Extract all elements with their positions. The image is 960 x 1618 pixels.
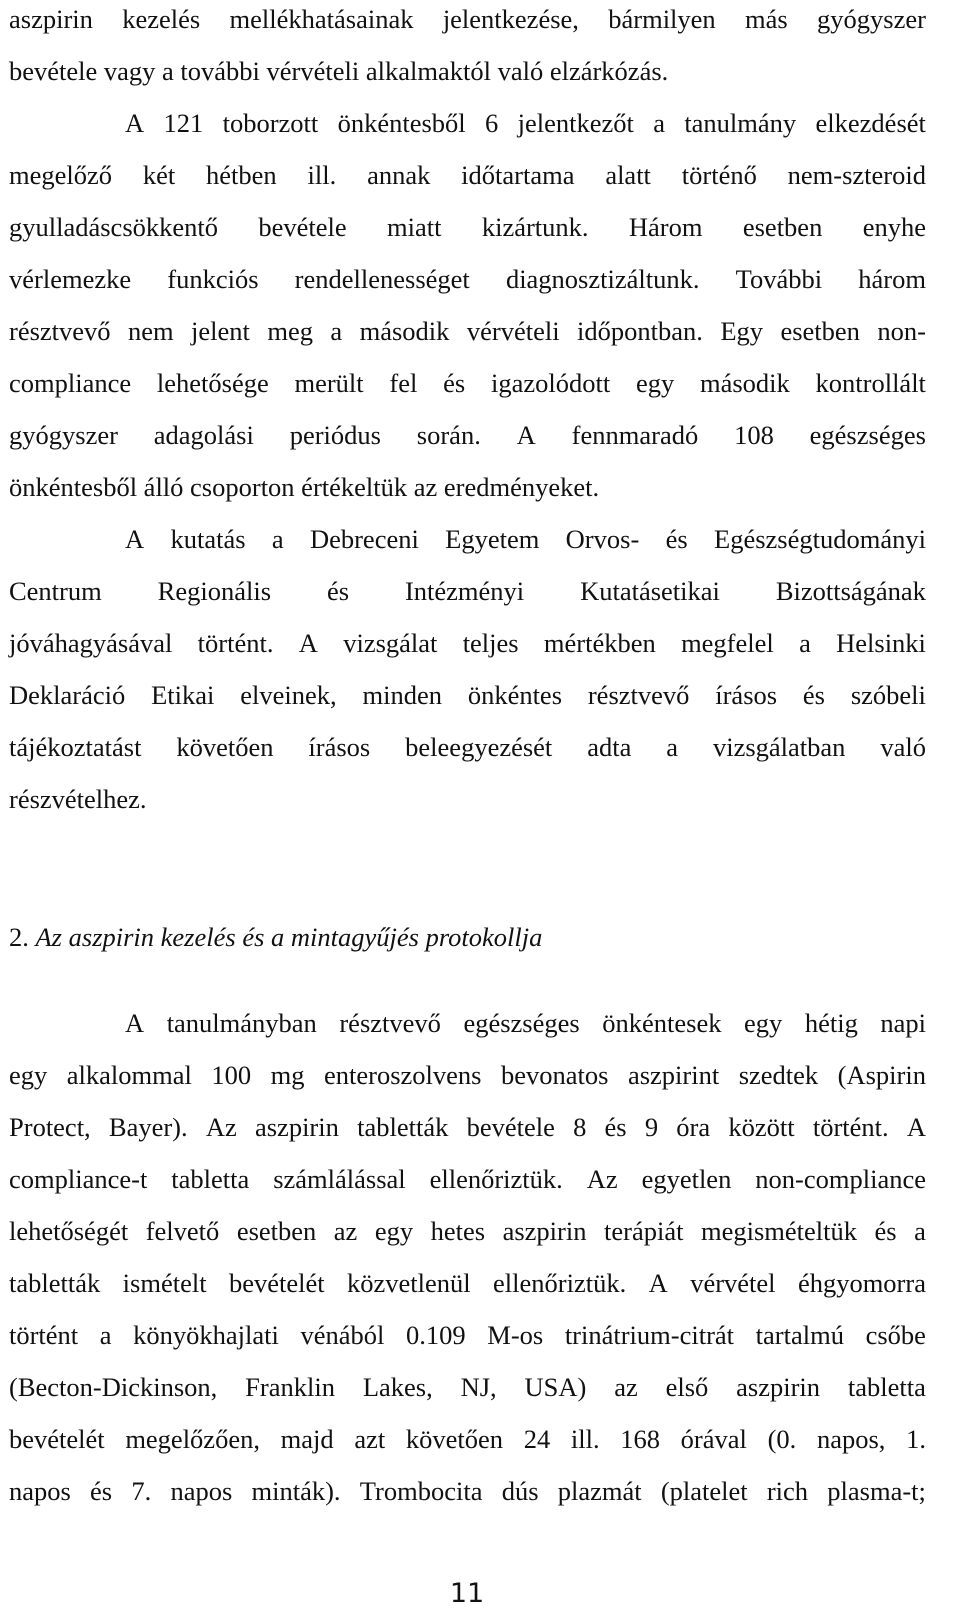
word: periódus [289, 420, 381, 450]
word: A [125, 108, 145, 138]
word: egy [744, 1008, 783, 1038]
word: Deklaráció [9, 680, 126, 710]
word: között [728, 1112, 795, 1142]
word: a [330, 316, 343, 346]
word: minden [362, 680, 442, 710]
word: (0. [767, 1424, 797, 1454]
word: beleegyezését [405, 732, 553, 762]
word: kezelés [122, 4, 201, 34]
word: trinátrium-citrát [564, 1320, 735, 1350]
word: ellenőriztük. [493, 1268, 627, 1298]
word: A [298, 628, 318, 658]
text-line [9, 1205, 926, 1257]
word: megelőzően, [125, 1424, 260, 1454]
word: vérvétel [690, 1268, 776, 1298]
word: 8 [573, 1112, 587, 1142]
word: minták). [251, 1476, 341, 1506]
word: esetben [780, 316, 860, 346]
word: non-compliance [755, 1164, 926, 1194]
word: tabletták [357, 1112, 449, 1142]
word: bevonatos [500, 1060, 609, 1090]
word: a [271, 524, 284, 554]
word: (Aspirin [837, 1060, 926, 1090]
word: plasma-t; [827, 1476, 926, 1506]
word: M-os [487, 1320, 544, 1350]
text-line [9, 669, 926, 721]
word: hétben [206, 160, 277, 190]
word: könyökhajlati [133, 1320, 279, 1350]
word: A [648, 1268, 668, 1298]
word: Debreceni [309, 524, 419, 554]
word: a [666, 732, 679, 762]
word: 9 [644, 1112, 659, 1142]
word: a [914, 1216, 926, 1246]
text-line [9, 1361, 926, 1413]
word: kontrollált [815, 368, 926, 398]
word: más [745, 4, 788, 34]
word: bevételét [9, 1424, 105, 1454]
word: ismételt [122, 1268, 207, 1298]
word: időpontban. [577, 316, 703, 346]
word: ill. [307, 160, 337, 190]
word: óra [676, 1112, 711, 1142]
word: vizsgálatban [712, 732, 846, 762]
word: történt [9, 1320, 79, 1350]
word: non- [877, 316, 926, 346]
word: bevétele [258, 212, 347, 242]
word: egy [635, 368, 675, 398]
text-line [9, 1049, 926, 1101]
word: teljes [462, 628, 519, 658]
word: szóbeli [850, 680, 926, 710]
word: 7. [131, 1476, 152, 1506]
word: aszpirin [736, 1372, 821, 1402]
word: történő [681, 160, 757, 190]
word: órával [680, 1424, 747, 1454]
word: 168 [620, 1424, 660, 1454]
word: adagolási [153, 420, 254, 450]
word: kizártunk. [481, 212, 589, 242]
word: Intézményi [404, 576, 525, 606]
word: bevétele vagy a további vérvételi alkalmaktól való elzárkózás. [9, 56, 669, 86]
word: időtartama [461, 160, 575, 190]
word: aszpirint [627, 1060, 720, 1090]
word: Centrum [9, 576, 102, 606]
text-line [9, 253, 926, 305]
word: résztvevő [339, 1008, 441, 1038]
word: egészséges [809, 420, 926, 450]
word: compliance-t [9, 1164, 148, 1194]
word: bármilyen [608, 4, 716, 34]
text-line [9, 97, 926, 149]
text-line [9, 513, 926, 565]
word: önkéntesek [602, 1008, 722, 1038]
word: aszpirin [502, 1216, 587, 1246]
word: gyógyszer [817, 4, 926, 34]
word: Egyetem [445, 524, 540, 554]
word: adta [587, 732, 632, 762]
word: és [443, 368, 466, 398]
word: a [99, 1320, 112, 1350]
word: tanulmányban [166, 1008, 317, 1038]
word: aszpirin [254, 1112, 339, 1142]
word: jelentkezése, [442, 4, 579, 34]
text-line [9, 1309, 926, 1361]
word: 24 [523, 1424, 551, 1454]
word: Regionális [157, 576, 272, 606]
word: megfelel [681, 628, 774, 658]
word: dús [501, 1476, 539, 1506]
word: terápiát [604, 1216, 684, 1246]
word: A [906, 1112, 926, 1142]
word: felvető [145, 1216, 220, 1246]
word: Három [628, 212, 703, 242]
word: A [516, 420, 536, 450]
blank-line [9, 825, 926, 877]
word: az [333, 1216, 358, 1246]
word: egy [374, 1216, 414, 1246]
word: jóváhagyásával [9, 628, 173, 658]
word: majd [280, 1424, 334, 1454]
text-line [9, 305, 926, 357]
word: azt [354, 1424, 386, 1454]
word: és [90, 1476, 113, 1506]
word: alkalommal [66, 1060, 192, 1090]
word: Bizottságának [775, 576, 926, 606]
word: Helsinki [836, 628, 926, 658]
word: esetben [742, 212, 823, 242]
word: jelent [191, 316, 250, 346]
word: szedtek [738, 1060, 819, 1090]
word: diagnosztizáltunk. [505, 264, 700, 294]
word: bevétele [466, 1112, 555, 1142]
word: Bayer). [108, 1112, 188, 1142]
word: rich [766, 1476, 809, 1506]
section-heading [9, 911, 926, 963]
text-line [9, 1413, 926, 1465]
word: tabletták [9, 1268, 101, 1298]
word: toborzott [222, 108, 319, 138]
word: (Becton-Dickinson, [9, 1372, 218, 1402]
word: A [125, 1008, 145, 1038]
word: második [359, 316, 450, 346]
word: vérvételi [466, 316, 560, 346]
paragraph [9, 997, 926, 1517]
word: esetben [236, 1216, 317, 1246]
word: és [604, 1112, 627, 1142]
word: során. [416, 420, 481, 450]
word: egyetlen [641, 1164, 732, 1194]
word: hétig [804, 1008, 858, 1038]
word: nem-szteroid [787, 160, 926, 190]
text-line [9, 357, 926, 409]
word: a [653, 108, 665, 138]
word: (platelet [660, 1476, 748, 1506]
word: önkéntesből álló csoporton értékeltük az eredményeket. [9, 472, 600, 502]
word: a [799, 628, 811, 658]
word: Trombocita [359, 1476, 483, 1506]
word: fennmaradó [571, 420, 699, 450]
word: 121 [163, 108, 204, 138]
word: rendellenességet [294, 264, 470, 294]
text-line [9, 1465, 926, 1517]
text-line [9, 149, 926, 201]
word: tartalmú [755, 1320, 844, 1350]
word: enyhe [862, 212, 926, 242]
word: 0.109 [406, 1320, 466, 1350]
word: mg [270, 1060, 305, 1090]
word: részvételhez. [9, 784, 147, 814]
word: Etikai [151, 680, 215, 710]
paragraph [9, 0, 926, 97]
word: lehetősége [156, 368, 269, 398]
word: önkéntesből [337, 108, 466, 138]
word: tabletta [847, 1372, 926, 1402]
word: Egy [720, 316, 764, 346]
word: egy [9, 1060, 48, 1090]
word: követően [405, 1424, 504, 1454]
document-page [9, 0, 926, 1517]
word: résztvevő [587, 680, 690, 710]
text-line [9, 1153, 926, 1205]
word: három [858, 264, 926, 294]
word: ellenőriztük. [429, 1164, 563, 1194]
word: és [326, 576, 350, 606]
word: vénából [300, 1320, 385, 1350]
word: ill. [570, 1424, 600, 1454]
word: Lakes, [362, 1372, 433, 1402]
word: tabletta [171, 1164, 250, 1194]
word: csőbe [865, 1320, 926, 1350]
word: meg [267, 316, 313, 346]
section-title: Az aszpirin kezelés és a mintagyűjés protokollja [35, 922, 543, 952]
word: vizsgálat [343, 628, 438, 658]
word: funkciós [167, 264, 259, 294]
word: megelőző [9, 160, 113, 190]
word: Az [586, 1164, 618, 1194]
text-line [9, 1101, 926, 1153]
text-line [9, 1257, 926, 1309]
word: 1. [906, 1424, 926, 1454]
text-line [9, 721, 926, 773]
paragraph [9, 97, 926, 513]
word: tájékoztatást [9, 732, 142, 762]
text-line [9, 0, 926, 45]
section-number: 2. [9, 922, 29, 952]
word: aszpirin [9, 4, 93, 34]
word: gyulladáscsökkentő [9, 212, 219, 242]
text-line [9, 565, 926, 617]
word: alatt [605, 160, 651, 190]
word: történt. [812, 1112, 889, 1142]
word: gyógyszer [9, 420, 118, 450]
text-line [9, 201, 926, 253]
word: számlálással [273, 1164, 406, 1194]
word: 6 [485, 108, 499, 138]
word: egészséges [463, 1008, 580, 1038]
word: megismételtük [700, 1216, 857, 1246]
word: NJ, [460, 1372, 497, 1402]
word: mellékhatásainak [229, 4, 414, 34]
word: tanulmány [684, 108, 797, 138]
word: enteroszolvens [324, 1060, 482, 1090]
word: Egészségtudományi [714, 524, 926, 554]
text-line [9, 773, 926, 825]
word: bevételét [228, 1268, 325, 1298]
word: annak [367, 160, 431, 190]
text-line [9, 997, 926, 1049]
word: lehetőségét [9, 1216, 129, 1246]
word: nem [127, 316, 174, 346]
word: kutatás [170, 524, 246, 554]
word: írásos [308, 732, 371, 762]
text-line [9, 617, 926, 669]
word: 100 [211, 1060, 252, 1090]
word: írásos [715, 680, 778, 710]
word: A [125, 524, 145, 554]
word: követően [176, 732, 274, 762]
word: és [665, 524, 688, 554]
word: első [665, 1372, 709, 1402]
word: napi [880, 1008, 926, 1038]
word: plazmát [557, 1476, 642, 1506]
text-line [9, 461, 926, 513]
word: mértékben [543, 628, 656, 658]
word: Az [205, 1112, 237, 1142]
word: 108 [734, 420, 774, 450]
word: történt. [197, 628, 274, 658]
word: Kutatásetikai [580, 576, 720, 606]
word: compliance [9, 368, 132, 398]
word: elveinek, [240, 680, 337, 710]
word: napos, [816, 1424, 886, 1454]
word: További [735, 264, 823, 294]
word: való [880, 732, 926, 762]
word: napos [9, 1476, 71, 1506]
word: második [699, 368, 790, 398]
word: és [874, 1216, 897, 1246]
word: hetes [430, 1216, 486, 1246]
word: közvetlenül [347, 1268, 471, 1298]
word: éhgyomorra [797, 1268, 926, 1298]
word: USA) [524, 1372, 587, 1402]
word: elkezdését [815, 108, 926, 138]
word: Orvos- [565, 524, 640, 554]
word: az [614, 1372, 638, 1402]
word: jelentkezőt [517, 108, 634, 138]
word: napos [170, 1476, 233, 1506]
word: két [142, 160, 176, 190]
word: miatt [387, 212, 442, 242]
word: Franklin [245, 1372, 335, 1402]
word: és [802, 680, 825, 710]
word: vérlemezke [9, 264, 132, 294]
word: fel [389, 368, 418, 398]
text-line [9, 45, 926, 97]
word: igazolódott [490, 368, 611, 398]
word: résztvevő [9, 316, 111, 346]
page-number: 11 [449, 1578, 485, 1609]
word: önkéntes [467, 680, 563, 710]
word: Protect, [9, 1112, 91, 1142]
text-line [9, 409, 926, 461]
paragraph [9, 513, 926, 825]
word: merült [294, 368, 364, 398]
